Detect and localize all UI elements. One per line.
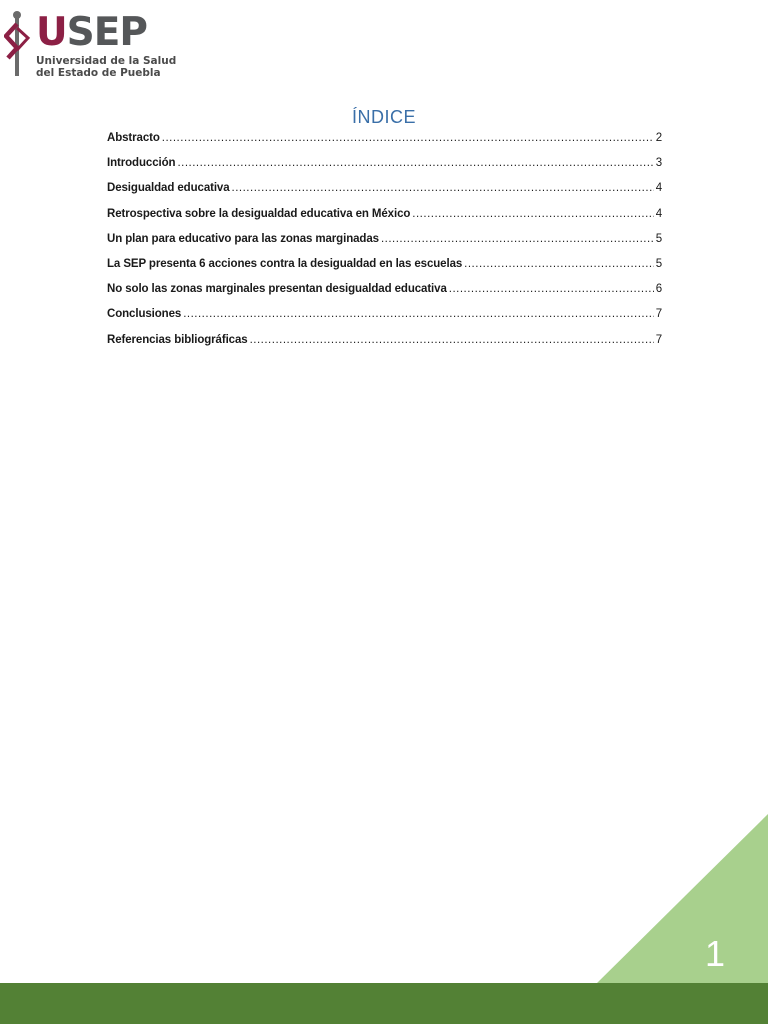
toc-leader-dots <box>232 182 654 194</box>
toc-entry-page: 7 <box>655 308 662 321</box>
footer-bar <box>0 983 768 1024</box>
page-number: 1 <box>704 933 726 974</box>
toc-entry-page: 3 <box>655 157 662 170</box>
toc-entry-page: 4 <box>655 182 662 195</box>
toc-leader-dots <box>177 157 653 169</box>
logo-wordmark <box>36 12 147 54</box>
toc-entry-label: La SEP presenta 6 acciones contra la desigualdad en las escuelas <box>107 257 463 270</box>
toc-leader-dots <box>250 334 654 346</box>
toc-entry[interactable] <box>107 233 662 258</box>
toc-title: ÍNDICE <box>351 107 416 127</box>
toc-entry[interactable] <box>107 334 662 359</box>
toc-entry-page: 2 <box>655 132 662 144</box>
toc-entry[interactable] <box>107 182 662 207</box>
toc-leader-dots <box>449 283 654 295</box>
toc-entry-label: No solo las zonas marginales presentan desigualdad educativa <box>107 283 447 296</box>
caduceus-logo-icon <box>4 10 38 82</box>
logo-wordmark-u: U <box>36 10 67 55</box>
toc-entry-label: Desigualdad educativa <box>107 182 230 195</box>
toc-entry[interactable] <box>107 132 662 157</box>
logo-subtitle-line1: Universidad de la Salud <box>36 55 177 67</box>
corner-triangle-decoration <box>596 814 768 984</box>
toc-entry[interactable] <box>107 157 662 182</box>
logo-subtitle-line2: del Estado de Puebla <box>36 67 161 79</box>
toc-entry-page: 5 <box>655 232 662 245</box>
toc-leader-dots <box>412 208 653 220</box>
usep-logo <box>4 10 177 82</box>
logo-wordmark-rest: SEP <box>66 10 147 55</box>
toc-entry-page: 4 <box>655 207 662 220</box>
toc-entry[interactable] <box>107 308 662 333</box>
toc-entry[interactable] <box>107 283 662 308</box>
table-of-contents <box>107 132 662 359</box>
toc-entry-label: Introducción <box>107 157 176 170</box>
toc-entry-label: Un plan para educativo para las zonas marginadas <box>107 232 379 245</box>
toc-entry-label: Abstracto <box>107 132 160 144</box>
toc-leader-dots <box>381 233 654 245</box>
toc-entry-page: 5 <box>655 257 662 270</box>
toc-entry-label: Retrospectiva sobre la desigualdad educativa en México <box>107 207 411 220</box>
toc-leader-dots <box>162 132 654 144</box>
logo-subtitle <box>36 55 176 79</box>
toc-entry[interactable] <box>107 258 662 283</box>
toc-entry-page: 6 <box>655 283 662 296</box>
toc-entry[interactable] <box>107 208 662 233</box>
toc-entry-label: Referencias bibliográficas <box>107 333 248 346</box>
toc-leader-dots <box>183 308 654 320</box>
toc-entry-label: Conclusiones <box>107 308 182 321</box>
toc-entry-page: 7 <box>655 333 662 346</box>
toc-leader-dots <box>464 258 654 270</box>
